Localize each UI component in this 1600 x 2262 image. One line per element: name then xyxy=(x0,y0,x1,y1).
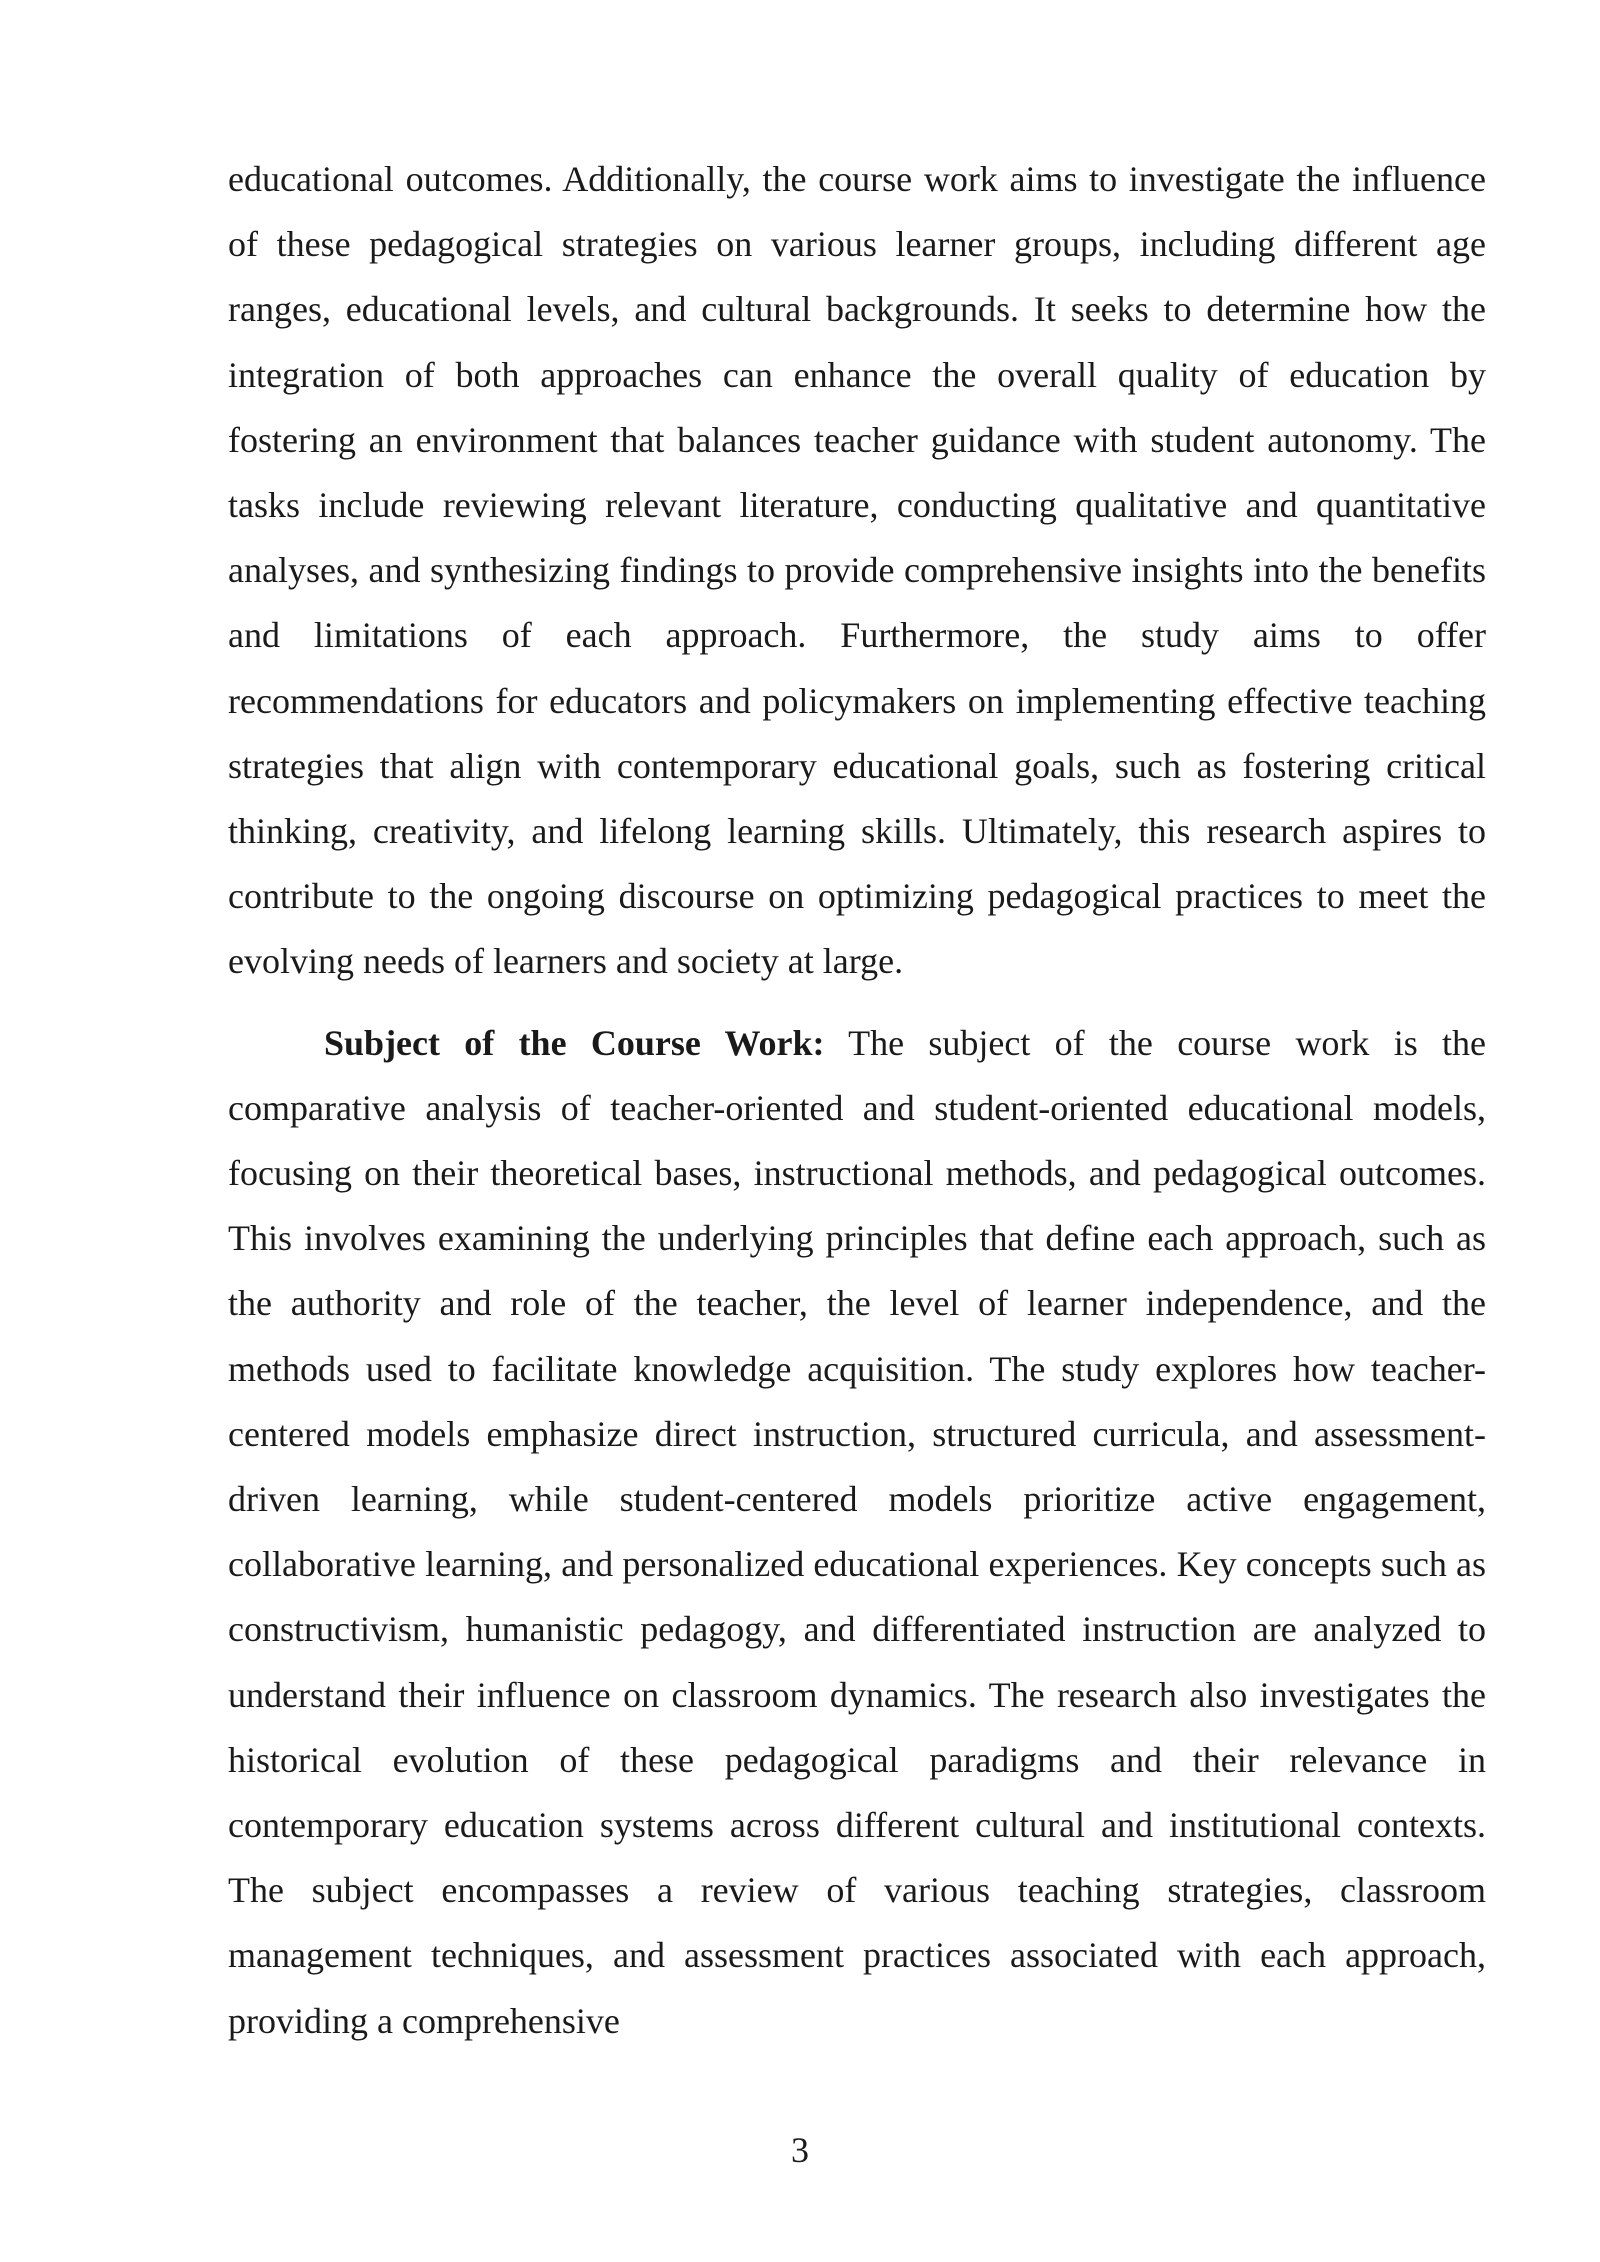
paragraph-heading: Subject of the Course Work: xyxy=(324,1022,825,1063)
paragraph-text: The subject of the course work is the comparative analysis of teacher-oriented and student-oriented educational models, focusing on their theoretical bases, instructional methods, and pedagogical outcomes. This involves examining the underlying principles that define each approach, such as the authority and role of the teacher, the level of learner independence, and the methods used to facilitate knowledge acquisition. The study explores how teacher-centered models emphasize direct instruction, structured curricula, and assessment-driven learning, while student-centered models prioritize active engagement, collaborative learning, and personalized educational experiences. Key concepts such as constructivism, humanistic pedagogy, and differentiated instruction are analyzed to understand their influence on classroom dynamics. The research also investigates the historical evolution of these pedagogical paradigms and their relevance in contemporary education systems across different cultural and institutional contexts. The subject encompasses a review of various teaching strategies, classroom management techniques, and assessment practices associated with each approach, providing a comprehensive xyxy=(228,1022,1486,2041)
paragraph-objectives-continued xyxy=(228,147,1486,995)
paragraph-text: educational outcomes. Additionally, the course work aims to investigate the influence of these pedagogical strategies on various learner groups, including different age ranges, educational levels, and cultural backgrounds. It seeks to determine how the integration of both approaches can enhance the overall quality of education by fostering an environment that balances teacher guidance with student autonomy. The tasks include reviewing relevant literature, conducting qualitative and quantitative analyses, and synthesizing findings to provide comprehensive insights into the benefits and limitations of each approach. Furthermore, the study aims to offer recommendations for educators and policymakers on implementing effective teaching strategies that align with contemporary educational goals, such as fostering critical thinking, creativity, and lifelong learning skills. Ultimately, this research aspires to contribute to the ongoing discourse on optimizing pedagogical practices to meet the evolving needs of learners and society at large. xyxy=(228,159,1486,982)
page-number: 3 xyxy=(791,2130,809,2170)
paragraph-subject xyxy=(228,1011,1486,2054)
document-page xyxy=(228,147,1486,2054)
